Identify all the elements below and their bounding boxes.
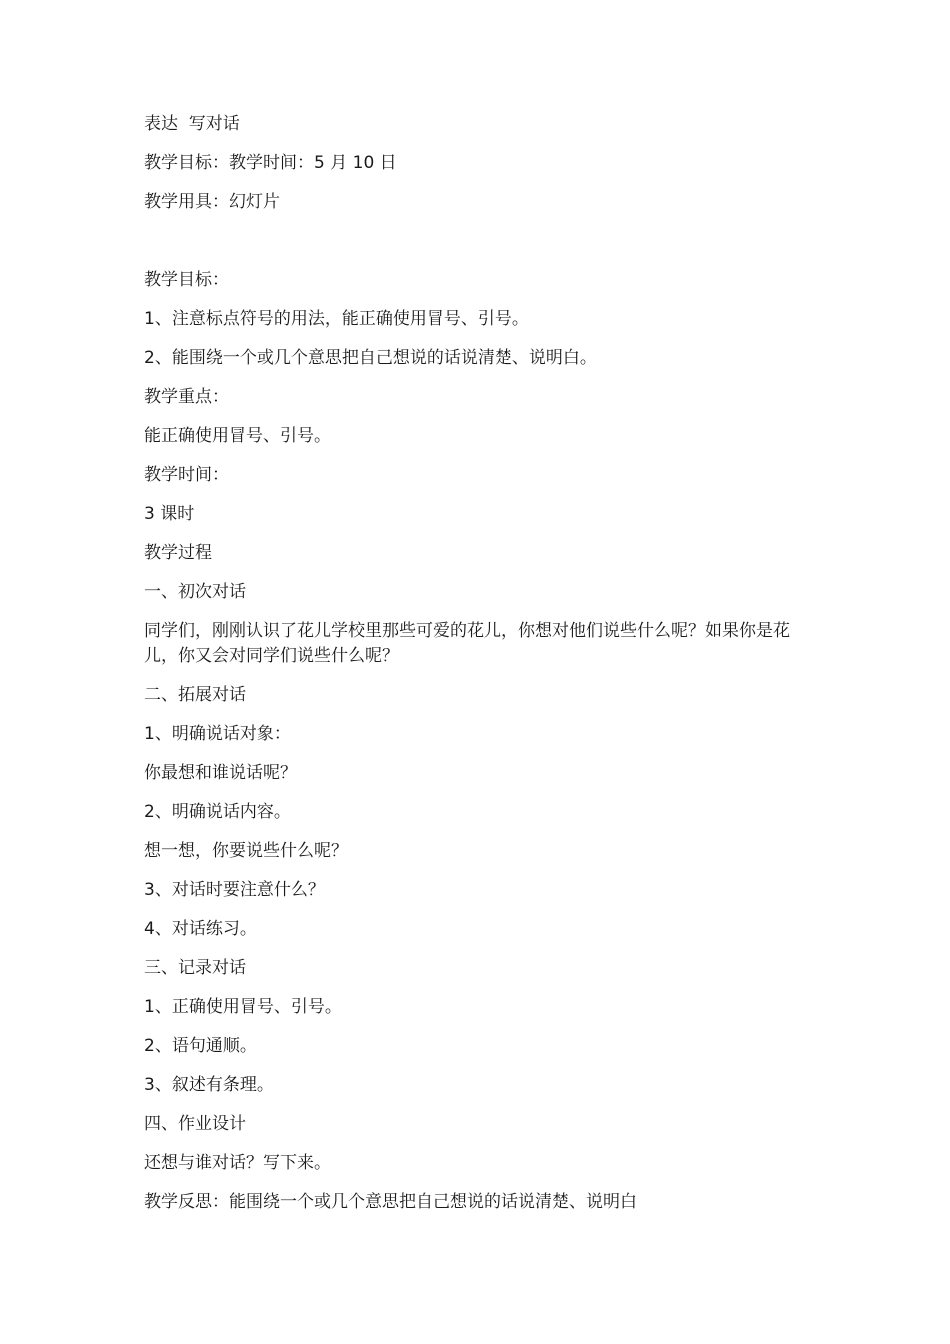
body-line: 2、语句通顺。 xyxy=(144,1036,257,1056)
body-line: 教学过程 xyxy=(144,543,212,563)
body-line: 3 课时 xyxy=(144,504,195,524)
document-page xyxy=(144,112,808,1229)
body-line: 能正确使用冒号、引号。 xyxy=(144,426,331,446)
body-line: 教学目标： xyxy=(144,270,229,290)
section-gap xyxy=(144,229,808,268)
body-line: 教学时间： xyxy=(144,465,229,485)
body-line: 3、对话时要注意什么？ xyxy=(144,880,325,900)
body-line: 4、对话练习。 xyxy=(144,919,257,939)
body-line: 还想与谁对话？写下来。 xyxy=(144,1153,331,1173)
body-line: 二、拓展对话 xyxy=(144,685,246,705)
body-line: 1、明确说话对象： xyxy=(144,724,291,744)
body-line: 教学重点： xyxy=(144,387,229,407)
body-line: 四、作业设计 xyxy=(144,1114,246,1134)
body-line: 一、初次对话 xyxy=(144,582,246,602)
body-line: 1、正确使用冒号、引号。 xyxy=(144,997,342,1017)
body-line: 1、注意标点符号的用法，能正确使用冒号、引号。 xyxy=(144,309,529,329)
header-line: 教学用具：幻灯片 xyxy=(144,192,280,212)
body-block xyxy=(144,268,808,1215)
body-line: 想一想，你要说些什么呢？ xyxy=(144,841,348,861)
header-line: 表达 写对话 xyxy=(144,114,240,134)
header-line: 教学目标：教学时间：5 月 10 日 xyxy=(144,153,397,173)
body-line: 你最想和谁说话呢？ xyxy=(144,763,297,783)
body-line: 2、能围绕一个或几个意思把自己想说的话说清楚、说明白。 xyxy=(144,348,597,368)
body-line: 教学反思：能围绕一个或几个意思把自己想说的话说清楚、说明白 xyxy=(144,1192,637,1212)
body-line: 同学们，刚刚认识了花儿学校里那些可爱的花儿，你想对他们说些什么呢？如果你是花儿，你又会对同学们说些什么呢？ xyxy=(144,621,790,666)
header-block xyxy=(144,112,808,215)
body-line: 2、明确说话内容。 xyxy=(144,802,291,822)
body-line: 3、叙述有条理。 xyxy=(144,1075,274,1095)
body-line: 三、记录对话 xyxy=(144,958,246,978)
